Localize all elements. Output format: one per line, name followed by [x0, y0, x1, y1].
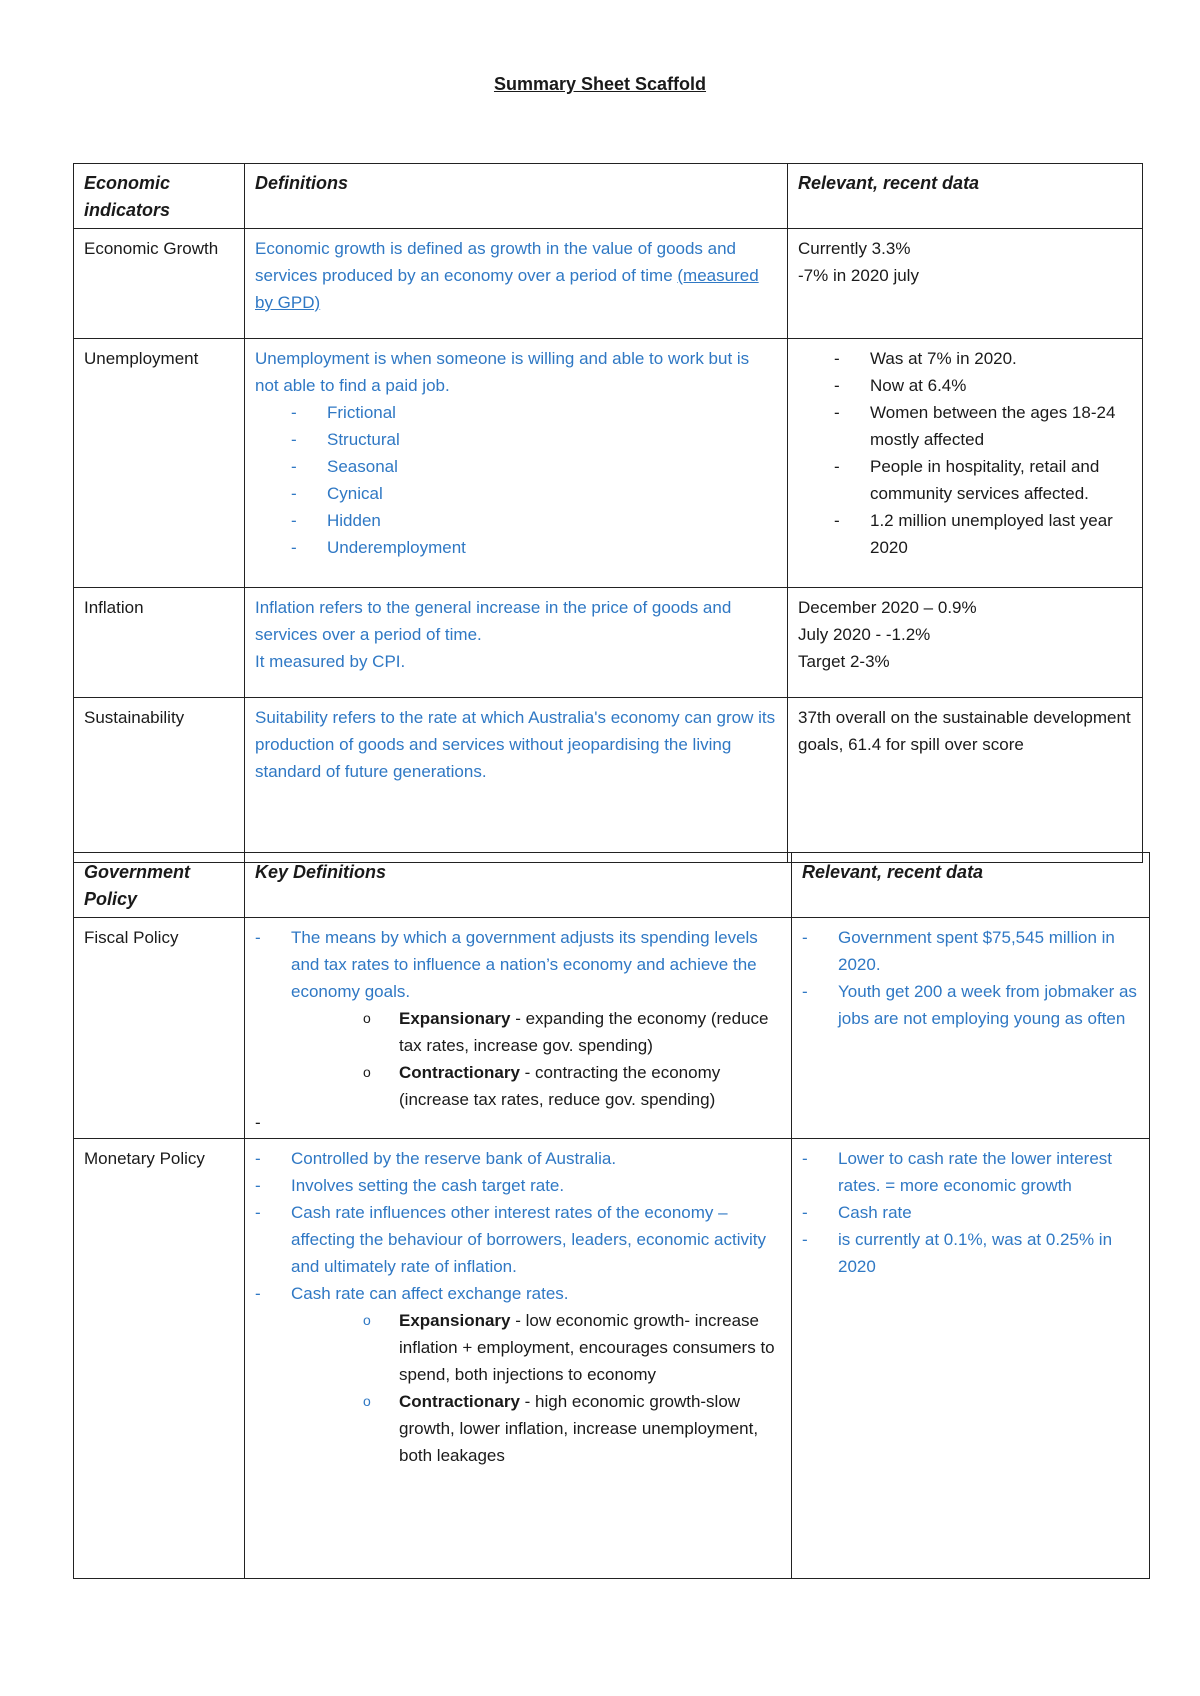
definition-cell: [245, 229, 788, 339]
data-list: [802, 924, 1139, 1032]
list-item: - Cash rate influences other interest rates of the economy – affecting the behaviour of borrowers, leaders, economic activity and ultimately rate of inflation.: [255, 1199, 781, 1280]
list-item: [363, 1005, 781, 1059]
list-item: [255, 924, 781, 1113]
row-sustainability: [74, 698, 1143, 863]
data-line: Currently 3.3%: [798, 239, 911, 258]
empty-bullet: -: [255, 1113, 261, 1132]
policy-name: Monetary Policy: [74, 1139, 245, 1579]
definition-text: It measured by CPI.: [255, 652, 406, 671]
policy-type-term: Expansionary: [399, 1009, 511, 1028]
data-list: [798, 345, 1132, 561]
data-cell: [792, 1139, 1150, 1579]
policy-type-term: Contractionary: [399, 1063, 520, 1082]
definition-cell: [245, 339, 788, 588]
list-item: [255, 1280, 781, 1469]
page-title: Summary Sheet Scaffold: [493, 74, 707, 94]
policy-types-list: [291, 1005, 781, 1113]
government-policy-table: [73, 852, 1150, 1579]
list-item: - Women between the ages 18-24 mostly affected: [798, 399, 1132, 453]
list-item: - Seasonal: [255, 453, 777, 480]
list-item: - Hidden: [255, 507, 777, 534]
definition-text: The means by which a government adjusts its spending levels and tax rates to influence a nation’s economy and achieve the economy goals.: [291, 928, 758, 1001]
list-item: - Now at 6.4%: [798, 372, 1132, 399]
definition-cell: [245, 918, 792, 1139]
policy-type-term: Contractionary: [399, 1392, 520, 1411]
indicator-name: Sustainability: [74, 698, 245, 863]
policy-type-text: - expanding the economy (reduce tax rates, increase gov. spending): [399, 1009, 769, 1055]
table-header-row: [74, 164, 1143, 229]
list-item: - Lower to cash rate the lower interest rates. = more economic growth: [802, 1145, 1139, 1199]
definition-text: Cash rate can affect exchange rates.: [291, 1284, 569, 1303]
list-item: [363, 1059, 781, 1113]
indicator-name: Unemployment: [74, 339, 245, 588]
data-cell: [792, 918, 1150, 1139]
data-line: Target 2-3%: [798, 652, 890, 671]
list-item: - Youth get 200 a week from jobmaker as jobs are not employing young as often: [802, 978, 1139, 1032]
definition-cell: [245, 1139, 792, 1579]
data-cell: [788, 339, 1143, 588]
definition-cell: Suitability refers to the rate at which Australia's economy can grow its production of goods and services without jeopardising the living standard of future generations.: [245, 698, 788, 863]
header-key-definitions: Key Definitions: [245, 853, 792, 918]
list-item: - Frictional: [255, 399, 777, 426]
economic-indicators-table: [73, 163, 1143, 863]
row-unemployment: [74, 339, 1143, 588]
header-indicator: Economic indicators: [74, 164, 245, 229]
row-economic-growth: [74, 229, 1143, 339]
policy-name: Fiscal Policy: [74, 918, 245, 1139]
data-list: [802, 1145, 1139, 1280]
definition-text: Unemployment is when someone is willing and able to work but is not able to find a paid job.: [255, 349, 750, 395]
definition-text: Economic growth is defined as growth in the value of goods and services produced by an economy over a period of time: [255, 239, 737, 285]
row-fiscal-policy: [74, 918, 1150, 1139]
row-monetary-policy: [74, 1139, 1150, 1579]
header-data: Relevant, recent data: [788, 164, 1143, 229]
definition-cell: [245, 588, 788, 698]
data-line: -7% in 2020 july: [798, 266, 919, 285]
data-cell: [788, 229, 1143, 339]
data-line: July 2020 - -1.2%: [798, 625, 931, 644]
list-item: [363, 1307, 781, 1388]
indicator-name: Inflation: [74, 588, 245, 698]
data-line: December 2020 – 0.9%: [798, 598, 977, 617]
policy-type-text: - low economic growth- increase inflation + employment, encourages consumers to spend, both injections to economy: [399, 1311, 775, 1384]
indicator-name: Economic Growth: [74, 229, 245, 339]
list-item: - People in hospitality, retail and community services affected.: [798, 453, 1132, 507]
definition-text: Inflation refers to the general increase in the price of goods and services over a period of time.: [255, 598, 732, 644]
policy-type-term: Expansionary: [399, 1311, 511, 1330]
list-item: - Structural: [255, 426, 777, 453]
list-item: - Controlled by the reserve bank of Australia.: [255, 1145, 781, 1172]
header-policy: Government Policy: [74, 853, 245, 918]
list-item: - Underemployment: [255, 534, 777, 561]
data-cell: [788, 588, 1143, 698]
header-definitions: Definitions: [245, 164, 788, 229]
row-inflation: [74, 588, 1143, 698]
policy-types-list: [291, 1307, 781, 1469]
list-item: - Cynical: [255, 480, 777, 507]
list-item: - Involves setting the cash target rate.: [255, 1172, 781, 1199]
list-item: - Government spent $75,545 million in 2020.: [802, 924, 1139, 978]
list-item: - Was at 7% in 2020.: [798, 345, 1132, 372]
definition-list: [255, 1145, 781, 1469]
data-cell: 37th overall on the sustainable development goals, 61.4 for spill over score: [788, 698, 1143, 863]
definition-list: [255, 924, 781, 1113]
table-header-row: [74, 853, 1150, 918]
header-data: Relevant, recent data: [792, 853, 1150, 918]
list-item: - Cash rate: [802, 1199, 1139, 1226]
list-item: [363, 1388, 781, 1469]
unemployment-types-list: [255, 399, 777, 561]
policy-type-text: - high economic growth-slow growth, lower inflation, increase unemployment, both leakages: [399, 1392, 759, 1465]
list-item: - is currently at 0.1%, was at 0.25% in 2020: [802, 1226, 1139, 1280]
list-item: - 1.2 million unemployed last year 2020: [798, 507, 1132, 561]
measure-note: (measured by GPD): [255, 266, 759, 312]
policy-type-text: - contracting the economy (increase tax rates, reduce gov. spending): [399, 1063, 721, 1109]
